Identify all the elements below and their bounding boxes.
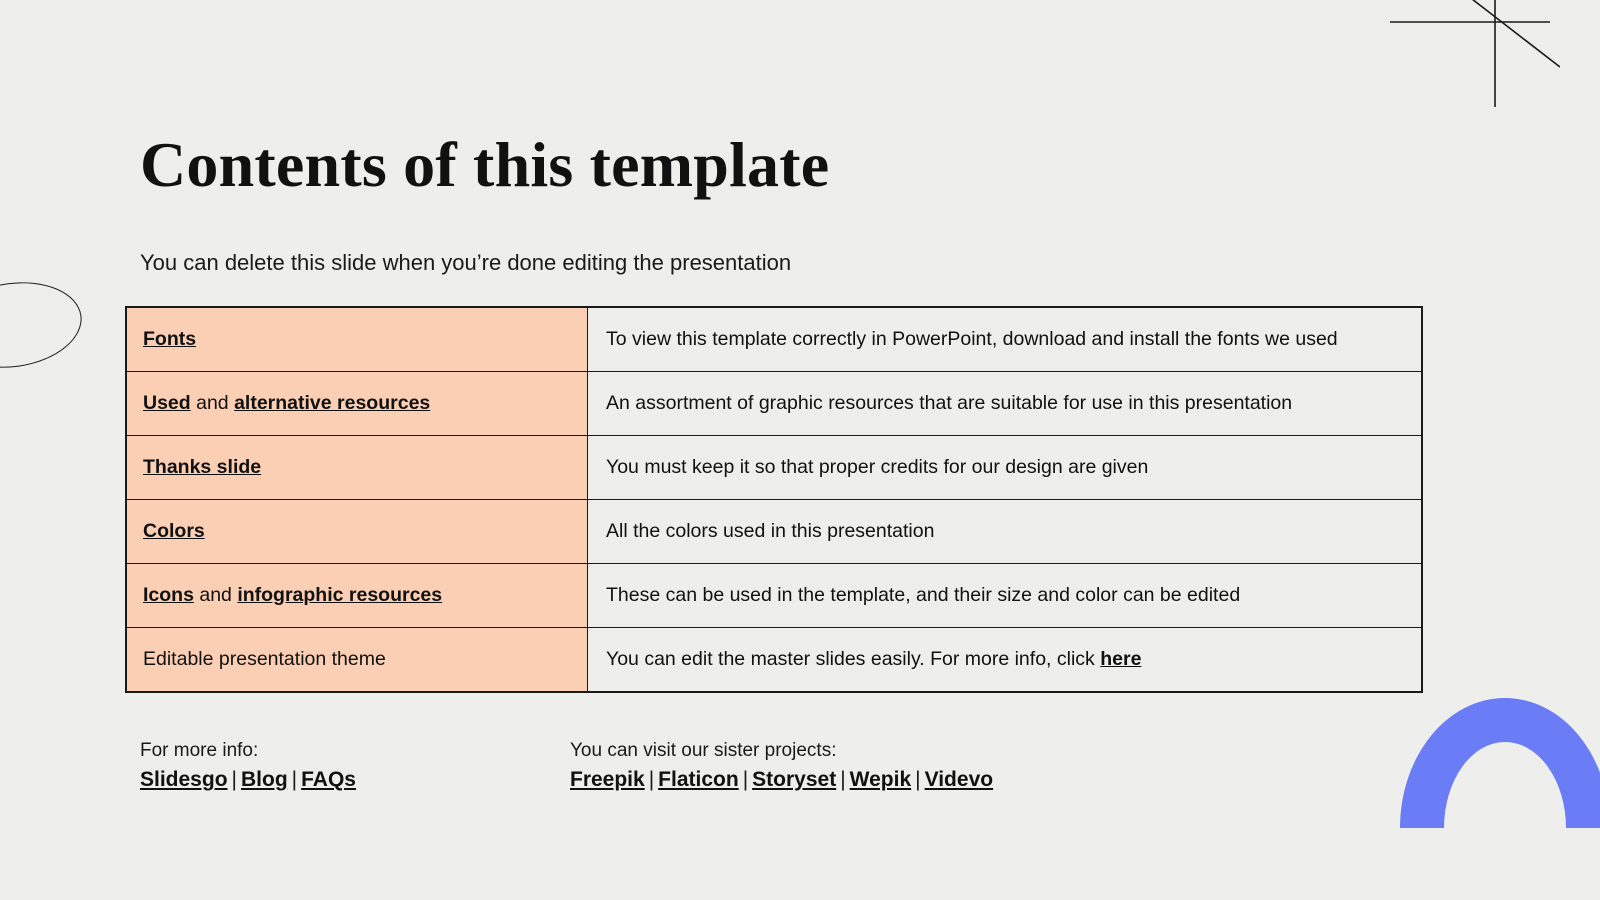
- table-row-label-link[interactable]: Fonts: [143, 328, 197, 350]
- table-row: [126, 500, 1422, 564]
- footer-link-flaticon[interactable]: Flaticon: [658, 768, 739, 791]
- contents-table-body: [126, 307, 1422, 692]
- footer-link-separator: |: [648, 768, 655, 791]
- table-row-label-link[interactable]: alternative resources: [234, 392, 431, 414]
- table-row-label-link[interactable]: Thanks slide: [143, 456, 262, 478]
- table-row-label-cell: [126, 628, 588, 693]
- table-row: [126, 628, 1422, 693]
- page-title-regular: Contents of this: [140, 128, 590, 200]
- footer-link-slidesgo[interactable]: Slidesgo: [140, 768, 228, 791]
- table-row-label-cell: [126, 500, 588, 564]
- footer-sister-projects: [570, 740, 993, 792]
- table-row-description-text: You must keep it so that proper credits for our design are given: [606, 456, 1149, 478]
- footer-link-separator: |: [915, 768, 921, 791]
- cross-decoration-icon: [1390, 0, 1560, 122]
- table-row-label-link[interactable]: infographic resources: [237, 584, 443, 606]
- table-row-label-cell: [126, 372, 588, 436]
- table-row-label-link[interactable]: Icons: [143, 584, 194, 606]
- footer-link-wepik[interactable]: Wepik: [849, 768, 912, 791]
- table-row: [126, 564, 1422, 628]
- footer-more-info-label: For more info:: [140, 740, 259, 761]
- table-row-label-cell: [126, 307, 588, 372]
- table-row-description-cell: [588, 564, 1423, 628]
- page-subtitle: You can delete this slide when you’re done editing the presentation: [140, 250, 792, 275]
- table-row-description-text: All the colors used in this presentation: [606, 520, 935, 542]
- table-row-description-cell: [588, 436, 1423, 500]
- table-row-description-cell: [588, 628, 1423, 693]
- table-row-label-text: Editable presentation theme: [143, 648, 386, 670]
- contents-table: [125, 306, 1423, 693]
- page-title: [140, 128, 830, 200]
- table-row: [126, 307, 1422, 372]
- footer-link-blog[interactable]: Blog: [241, 768, 288, 791]
- page-title-bold: template: [589, 128, 830, 200]
- table-row-description-text: An assortment of graphic resources that are suitable for use in this presentation: [606, 392, 1293, 414]
- footer-link-separator: |: [291, 768, 298, 791]
- table-row-description-text: These can be used in the template, and their size and color can be edited: [606, 584, 1241, 606]
- footer-link-freepik[interactable]: Freepik: [570, 768, 645, 791]
- table-row-label-cell: [126, 436, 588, 500]
- footer-sister-projects-label: You can visit our sister projects:: [570, 740, 837, 761]
- table-row-description-text: To view this template correctly in PowerPoint, download and install the fonts we used: [606, 328, 1338, 350]
- ellipse-decoration-icon: [0, 274, 87, 376]
- table-row-label-link[interactable]: Used: [143, 392, 191, 414]
- table-row-description-cell: [588, 307, 1423, 372]
- footer-sister-projects-links: [570, 768, 993, 791]
- footer-link-separator: |: [840, 768, 846, 791]
- arc-decoration-icon: [1400, 698, 1600, 828]
- table-row: [126, 372, 1422, 436]
- table-row: [126, 436, 1422, 500]
- footer-link-faqs[interactable]: FAQs: [301, 768, 356, 791]
- table-row-label-cell: [126, 564, 588, 628]
- footer-link-storyset[interactable]: Storyset: [752, 768, 837, 791]
- footer-more-info: [140, 740, 356, 792]
- table-row-description-cell: [588, 372, 1423, 436]
- table-row-description-text: You can edit the master slides easily. For more info, click: [606, 648, 1101, 670]
- table-row-label-text: and: [193, 584, 238, 606]
- table-row-description-cell: [588, 500, 1423, 564]
- footer-link-separator: |: [231, 768, 237, 791]
- footer-link-videvo[interactable]: Videvo: [924, 768, 994, 791]
- footer-more-info-links: [140, 768, 356, 791]
- table-row-label-link[interactable]: Colors: [143, 520, 205, 542]
- table-row-description-link[interactable]: here: [1100, 648, 1142, 670]
- table-row-label-text: and: [190, 392, 235, 414]
- footer-link-separator: |: [742, 768, 749, 791]
